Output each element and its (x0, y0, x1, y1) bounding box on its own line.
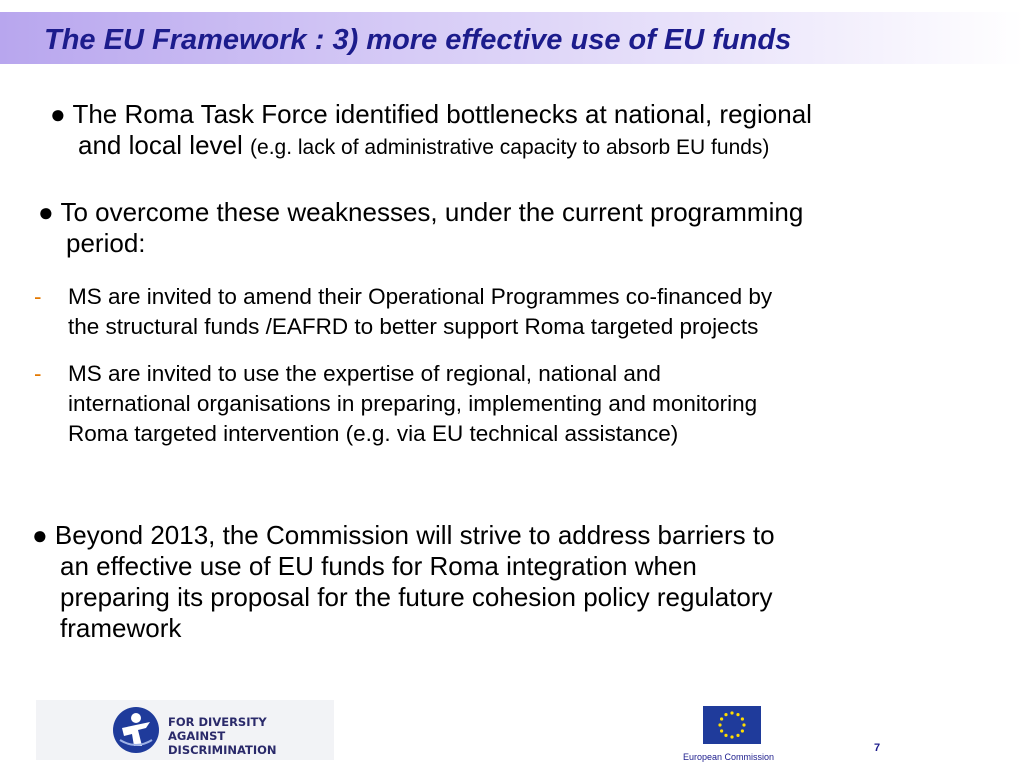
eu-star-icon (736, 713, 739, 716)
bullet-2-line-1: ● To overcome these weaknesses, under the current programming (38, 197, 804, 227)
dash-item-1-text (68, 282, 772, 342)
eu-star-icon (718, 723, 721, 726)
dash-item-1-line-2: the structural funds /EAFRD to better support Roma targeted projects (68, 314, 759, 339)
page-number: 7 (874, 742, 881, 754)
dash-item-2-line-3: Roma targeted intervention (e.g. via EU technical assistance) (68, 421, 679, 446)
logo-line-1: FOR DIVERSITY (168, 715, 267, 729)
bullet-3-line-4: framework (60, 613, 182, 643)
dash-item-amend-programmes (34, 282, 994, 342)
dash-item-use-expertise (34, 359, 994, 449)
bullet-2-line-2: period: (66, 228, 146, 258)
bullet-beyond-2013 (32, 520, 992, 644)
eu-star-icon (730, 711, 733, 714)
dash-item-2-text (68, 359, 757, 449)
eu-star-icon (720, 717, 723, 720)
dash-item-1-line-1: MS are invited to amend their Operational Programmes co-financed by (68, 284, 773, 309)
diversity-logo-icon (112, 706, 160, 754)
dash-item-2-line-2: international organisations in preparing, implementing and monitoring (68, 391, 758, 416)
eu-star-icon (724, 734, 727, 737)
eu-star-icon (736, 734, 739, 737)
bullet-3-line-2: an effective use of EU funds for Roma integration when (60, 551, 697, 581)
dash-marker: - (34, 361, 42, 386)
eu-flag-icon (703, 706, 761, 744)
eu-star-icon (741, 729, 744, 732)
slide-title: The EU Framework : 3) more effective use of EU funds (44, 24, 792, 56)
eu-star-icon (720, 729, 723, 732)
bullet-3-line-3: preparing its proposal for the future cohesion policy regulatory (60, 582, 773, 612)
eu-star-icon (730, 735, 733, 738)
for-diversity-logo (36, 700, 334, 760)
bullet-1-line-1: ● The Roma Task Force identified bottlenecks at national, regional (50, 99, 812, 129)
dash-marker: - (34, 284, 42, 309)
dash-item-2-line-1: MS are invited to use the expertise of regional, national and (68, 361, 661, 386)
logo-line-2: AGAINST DISCRIMINATION (168, 729, 277, 757)
bullet-1-line-2 (50, 130, 1010, 163)
bullet-roma-task-force (50, 99, 1010, 163)
european-commission-label: European Commission (683, 752, 775, 762)
eu-star-icon (741, 717, 744, 720)
eu-star-icon (742, 723, 745, 726)
bullet-3-line-1: ● Beyond 2013, the Commission will strive to address barriers to (32, 520, 775, 550)
bullet-1-main-text: and local level (78, 130, 243, 160)
bullet-overcome-weaknesses (38, 197, 998, 259)
eu-star-icon (724, 713, 727, 716)
logo-text (168, 715, 334, 757)
bullet-1-small-text: (e.g. lack of administrative capacity to absorb EU funds) (250, 136, 770, 159)
